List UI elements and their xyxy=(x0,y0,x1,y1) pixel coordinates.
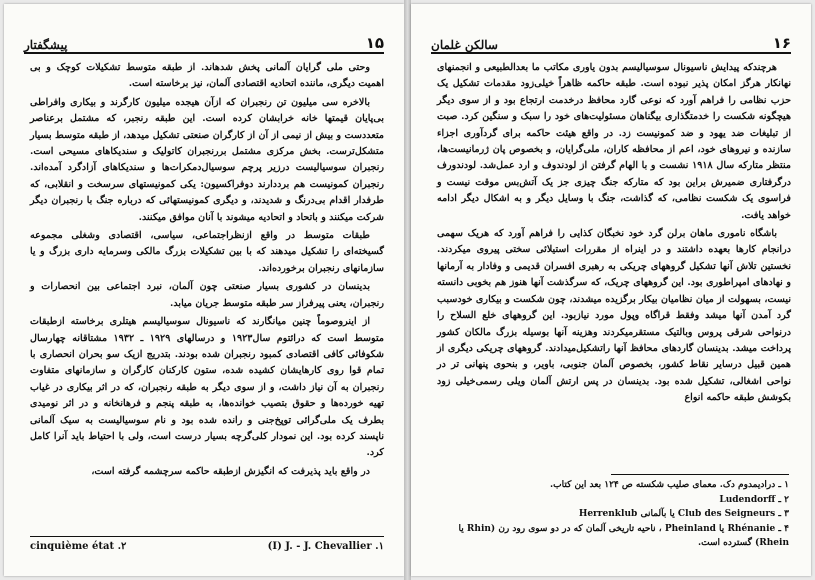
footnote-number: .۱ xyxy=(375,541,384,552)
footnote-text: cinquième état xyxy=(30,541,115,552)
footnote-text: (I) J. - J. Chevallier xyxy=(267,541,372,552)
page-header xyxy=(24,30,384,54)
book-gutter xyxy=(404,0,411,580)
footnote-2 xyxy=(30,541,126,552)
page-number: ۱۵ xyxy=(365,34,384,52)
paragraph: باشگاه ناموری ماهان برلن گرد خود نخبگان کذایی را فراهم آورد که هریک سهمی درانجام کارها بعهده داشتند و در اینراه از مقررات استیلائی سختی پیروی میکردند. نخستین تلاش آنها تشکیل گروههای چریکی به رهبری افسران قدیمی و وفادار به آرمانها و نهادهای امپراطوری بود. این گروههای چریک، که سرگذشت آنها هنوز هم بخوبی دانسته نیست، بسهولت از میان نظامیان بیکار برگزیده میشدند، چون شکست و بیکاری خودسبب گرد آمدن آنها میشد وفقط قراگاه وپول مورد نیازبود. این گروههای خلع السلاح را درنواحی شرقی پروس وبالتیک مستقرمیکردند وهزینه آنها بوسیله بزرگ مالکان کشور پرداخت میشد. بدینسان گاردهای محافظ آنها راتشکیل‌میدادند. گروههای چریکی دیگری از همین قبیل درسایر نقاط کشور، بخصوص آلمان جنوبی، باویر، و بنحوی پنهانی تر در نواحی اشغالی، تشکیل شده بود. بدینسان در پس ارتش آلمان ویلی رسمی‌خیلی زود بکوشش طبقه حاکمه انواع xyxy=(437,228,791,404)
footnote-3: ۳ ـ Club des Seigneurs یا بآلمانی Herrenklub xyxy=(578,509,789,519)
page-number: ۱۶ xyxy=(772,34,791,52)
page-header xyxy=(431,30,791,54)
paragraph: وحتی ملی گرایان آلمانی پخش شدهاند. از طبقه متوسط تشکیلات کوچک و بی اهمیت دیگری، ماننده اتحادیه اقتصادی آلمان، نیز برخاسته است. xyxy=(30,62,384,90)
footnote-rule xyxy=(611,474,789,475)
footnotes xyxy=(437,478,789,551)
footnote-rule xyxy=(30,536,384,537)
paragraph: هرچندکه پیدایش ناسیونال سوسیالیسم بدون یاوری مکاتب ما بعدالطبیعی و انجمنهای نهانکار هرگز امکان پذیر نبوده است. طبقه حاکمه ظاهراً خیلی‌زود مقدمات تشکیل یک حزب نظامی را فراهم آورد که نوعی گارد محافظ درخدمت ارتجاع بود و از سوی دیگر هیچگونه شکست را خدمتگذاری بیگناهان مسئولیت‌های خود را سبک و سنگین کرد. صبت از تبلیغات ضد یهود و ضد کمونیست زد. در واقع هیئت حاکمه برای گردآوری اجزاء سازنده و نیروهای خود، اعم از محافظه کاران، ملی‌گرایان، و بخصوص پان ژرمانیست‌ها، منتظر متارکه سال ۱۹۱۸ نشست و با الهام گرفتن از لودندوف و ارد عمل‌شد. لودندورف درگرفتاری ضمیرش براین بود که متارکه جنگ چیزی جز یک آتش‌بس موقت نیست و فراسوی یک شکست نظامی، که گذاشت، جنگ با وسایل دیگر و به اشکال دیگر ادامه خواهد یافت. xyxy=(437,62,791,221)
running-title: پیشگفتار xyxy=(24,38,68,52)
paragraph: بدینسان در کشوری بسیار صنعتی چون آلمان، نبرد اجتماعی بین انحصارات و رنجبران، یعنی پیرفراز سر طبقه متوسط جریان میابد. xyxy=(30,281,384,309)
running-title: سالکن غلمان xyxy=(431,38,498,52)
footnotes xyxy=(30,541,384,552)
footnote-number: .۲ xyxy=(117,541,127,552)
footnote-4: ۴ ـ Rhénanie یا Pheinland ، ناحیه تاریخی آلمان که در دو سوی رود رن (Rhin یا Rhein) گسترده است. xyxy=(458,523,789,548)
footnote-1 xyxy=(268,541,384,552)
paragraph: بالاخره سی میلیون تن رنجبران که ازآن هیجده میلیون کارگرند و بیکاری وافراطی بی‌پایان قیمتها خانه خرابشان کرده است. این طبقه رنجبر، که مشتمل برعناصر متعددست و بیش از نیمی از آن از کارگران صنعتی تشکیل میدهد، از طبقه متوسط بسیار متشکل‌ترست. بخش مرکزی مشتمل بررنجبران کاتولیک و سندیکاهای مسیحی است. رنجبران سوسیالیست درزیر پرچم سوسیال‌دمکرات‌ها و سندیکاهای آزادگرد آمده‌اند. رنجبران کمونیست هم برددارند دوفراکسیون: یکی کمونیستهای سرسخت و انقلابی، که طرفدار اقدام بی‌درنگ و شدیدند، و دیگری کمونیستهائی که درباره جنگ با رنجبران دیگر شرکت میکنند و باتحاد و اتحادیه میشوند با آنان موافق میکنند. xyxy=(30,96,384,223)
left-page xyxy=(4,4,404,576)
paragraph: در واقع باید پذیرفت که انگیزش ازطبقه حاکمه سرچشمه گرفته است، xyxy=(91,465,370,477)
body-text xyxy=(30,60,384,482)
footnote-2: ۲ ـ Ludendorff xyxy=(719,494,789,505)
right-page xyxy=(411,4,811,576)
footnote-1: ۱ ـ درادیمدوم دک. معمای صلیب شکسته ص ۱۲۴ بعد این کتاب. xyxy=(550,480,789,490)
body-text xyxy=(437,60,791,409)
paragraph: از اینروصوماً چنین میانگارند که ناسیونال سوسیالیسم هیتلری برخاسته ازطبقات متوسط است که درائتوم سال۱۹۲۳ و درسالهای ۱۹۲۹ ـ ۱۹۳۲ مشتاقانه چهارسال شکوفائی کافی اقتصادی کمبود رنجبران شده بودند. بتدریج ازیک سو بحران انحصاری با تمام قوا روی کارهایشان کشیده شده، ستون کارکنان کارگران و سازمانهای متفاوت رنجبران به آن نیاز داشت، و از سوی دیگر به طبقه رنجبران، که در اثر بیکاری در غیاب تهیه خورده‌ها و حقوق بتصیب خوانده‌ها، به طبقه پنجم و فرهانخانه و در اثر نومیدی بطرف یک ملی‌گرائی توپخ‌جنی و رانده شده بود و نام سوسیالیست به سیک آلمانی ناپسند کرده بود. این نمودار کلی‌گرچه بسیار درست است، ولی با احتیاط باید آنرا کامل کرد. xyxy=(30,316,385,459)
paragraph: طبقات متوسط در واقع ازنظراجتماعی، سیاسی، اقتصادی وشغلی مجموعه گسیخته‌ای را تشکیل میدهند که با بین تشکیلات بزرگ مالکی وسرمایه داری بزرگ و یا سازمانهای رنجبران برخورده‌اند. xyxy=(30,230,384,274)
